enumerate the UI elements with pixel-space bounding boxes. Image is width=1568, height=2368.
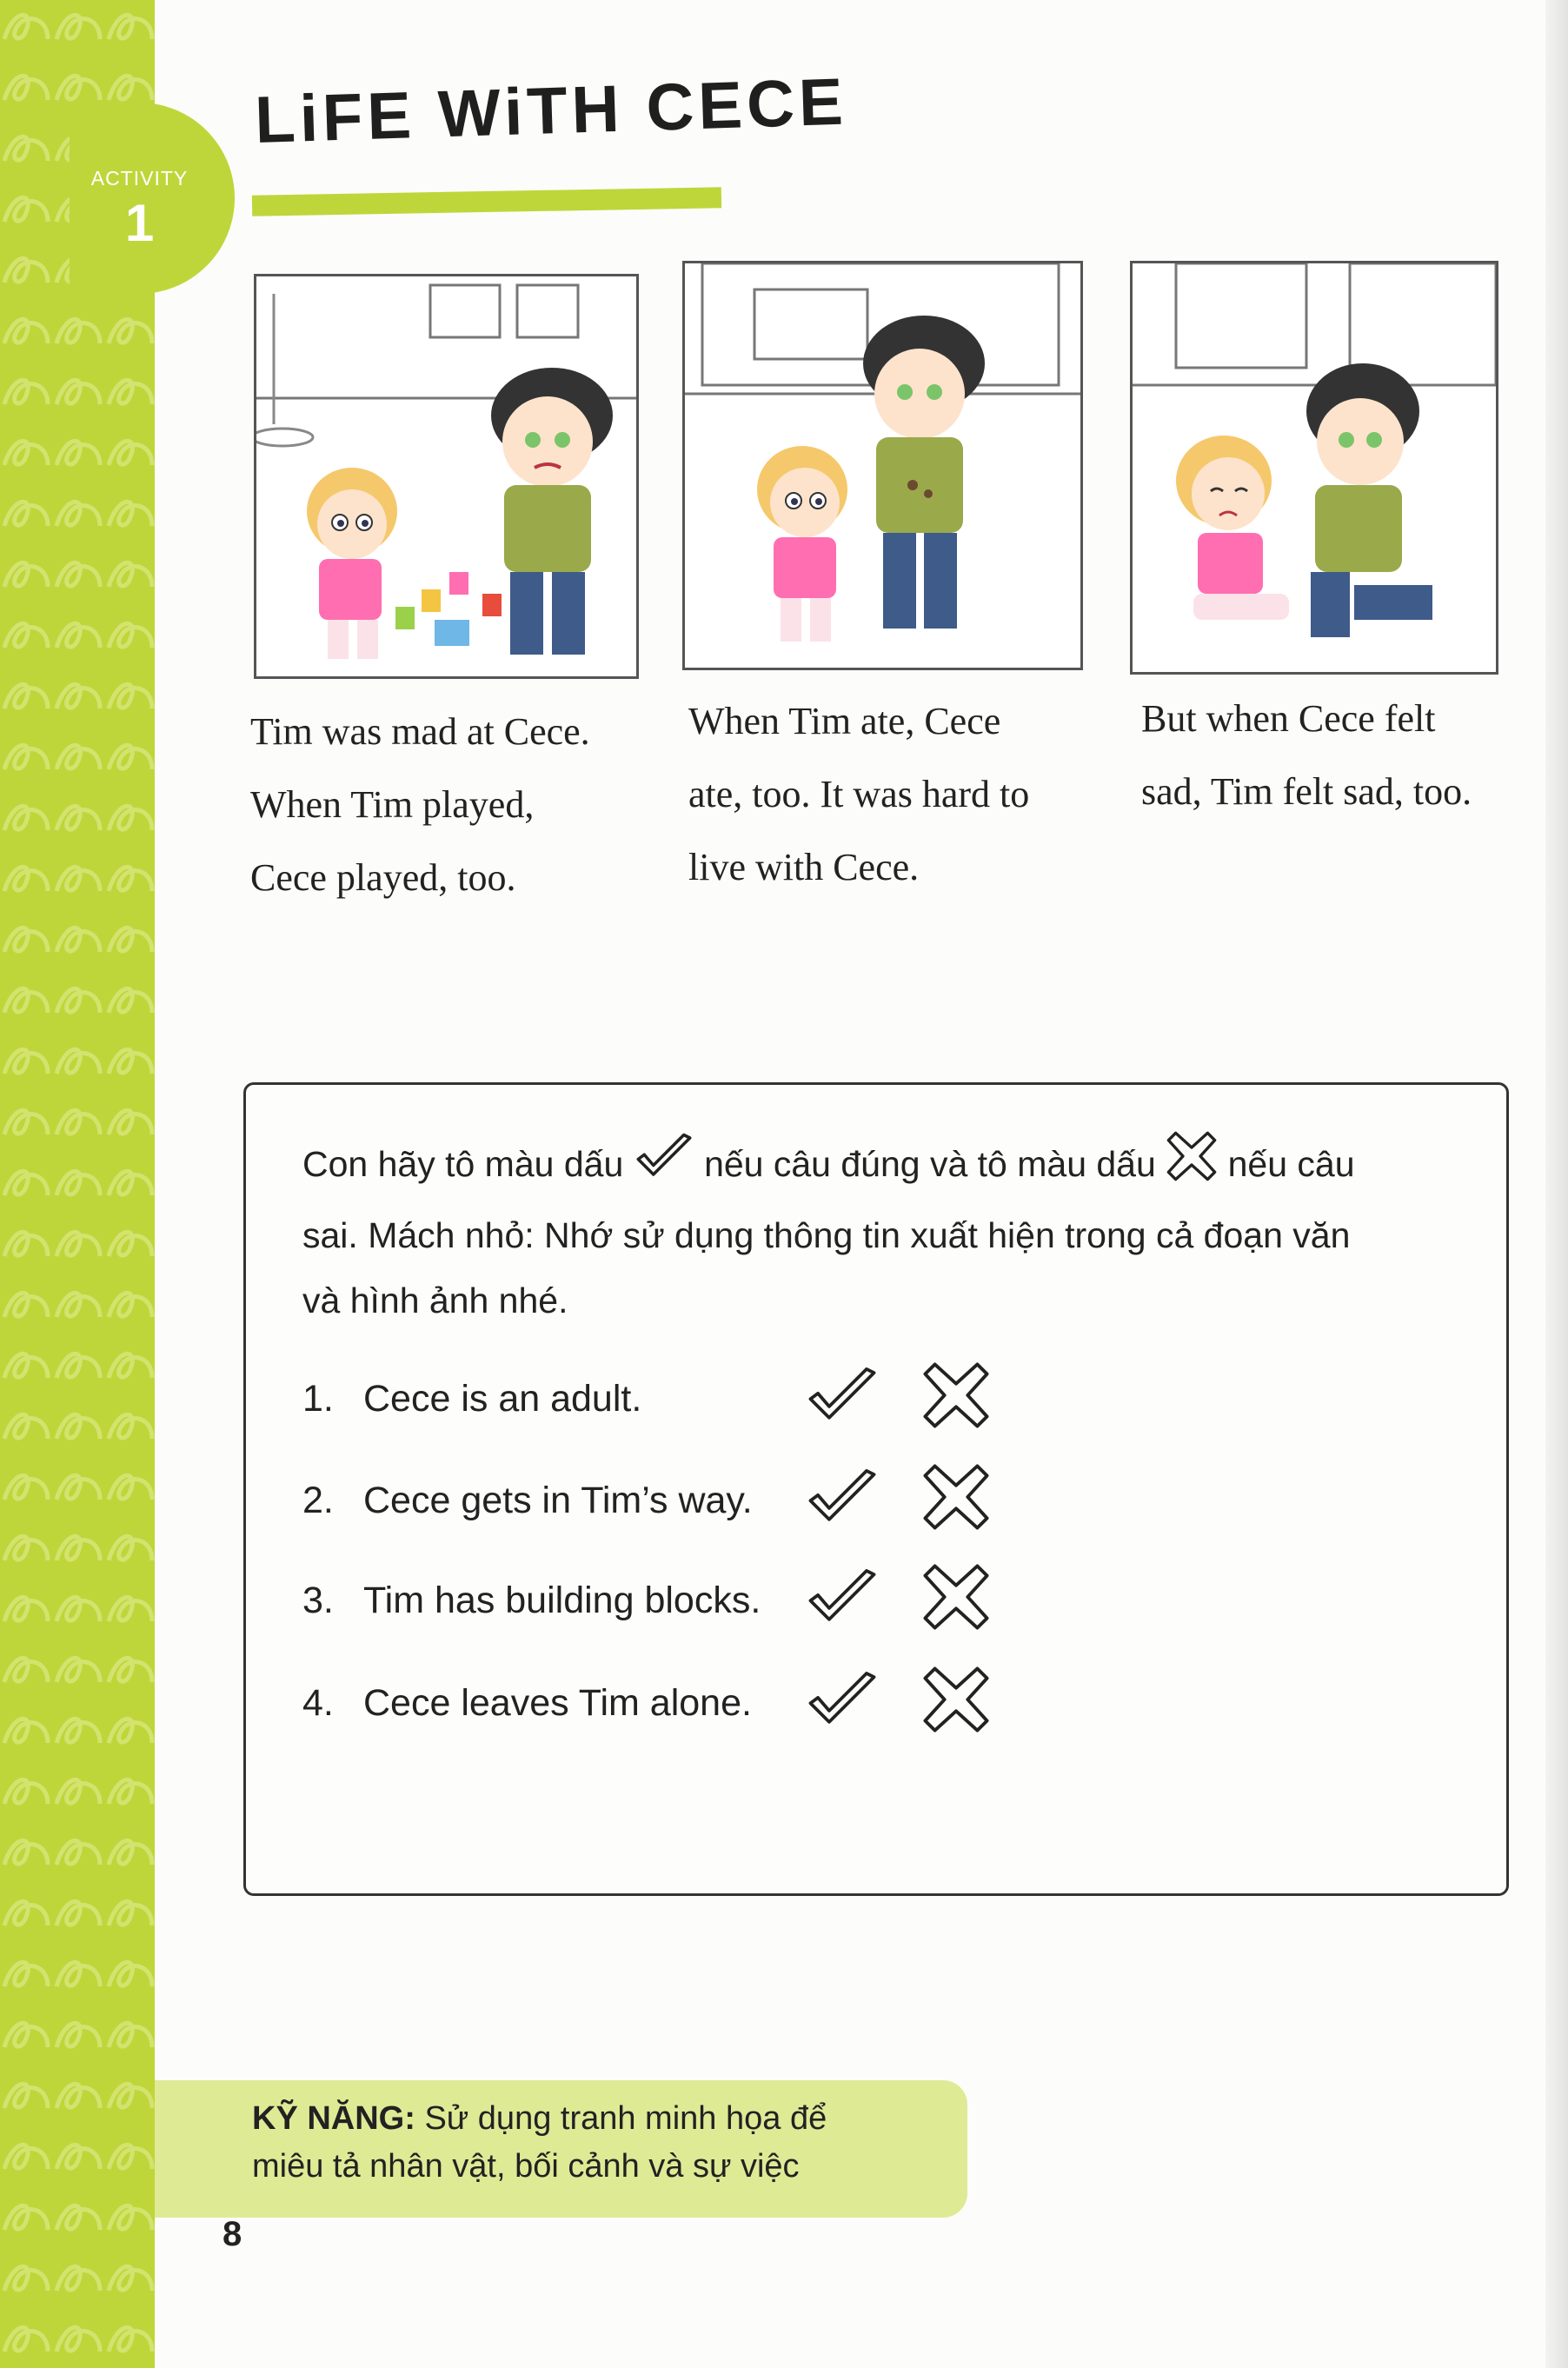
cross-icon[interactable]	[921, 1665, 991, 1744]
panel-3-illustration	[1133, 263, 1496, 672]
skill-label: KỸ NĂNG:	[252, 2100, 415, 2137]
question-text: Cece gets in Tim’s way.	[363, 1480, 753, 1521]
cross-icon[interactable]	[921, 1462, 991, 1541]
comic-panel-3	[1130, 261, 1498, 675]
question-2	[302, 1462, 998, 1540]
page-edge	[1545, 0, 1568, 2368]
page-title: LiFE WiTH CECE	[254, 64, 848, 157]
caption-line: ate, too. It was hard to	[688, 773, 1030, 815]
cross-icon	[1166, 1130, 1218, 1203]
instructions-part3: nếu câu	[1227, 1143, 1355, 1184]
check-icon[interactable]	[805, 1665, 880, 1744]
sidebar-strip	[0, 0, 155, 2368]
check-icon	[634, 1132, 694, 1201]
caption-panel-2	[688, 685, 1029, 904]
caption-panel-3	[1141, 682, 1472, 828]
caption-line: Cece played, too.	[250, 856, 516, 899]
quiz-instructions	[302, 1130, 1476, 1334]
instructions-part2: nếu câu đúng và tô màu dấu	[704, 1143, 1156, 1184]
question-number: 4.	[302, 1682, 334, 1724]
activity-label: ACTIVITY	[90, 167, 189, 190]
skill-text	[252, 2095, 947, 2191]
question-text: Cece is an adult.	[363, 1378, 642, 1420]
caption-line: When Tim ate, Cece	[688, 700, 1001, 742]
question-3	[302, 1562, 998, 1640]
comic-panel-2	[682, 261, 1083, 670]
question-number: 2.	[302, 1480, 334, 1521]
question-number: 3.	[302, 1580, 334, 1621]
panel-2-illustration	[685, 263, 1080, 668]
caption-line: sad, Tim felt sad, too.	[1141, 770, 1472, 813]
check-icon[interactable]	[805, 1360, 880, 1440]
question-number: 1.	[302, 1378, 334, 1420]
question-4	[302, 1665, 998, 1743]
question-text: Tim has building blocks.	[363, 1580, 761, 1621]
comic-panel-1	[254, 274, 639, 679]
check-icon[interactable]	[805, 1462, 880, 1541]
activity-number: 1	[124, 194, 155, 252]
instructions-part1: Con hãy tô màu dấu	[302, 1143, 624, 1184]
question-text: Cece leaves Tim alone.	[363, 1682, 752, 1724]
cross-icon[interactable]	[921, 1562, 991, 1641]
caption-line: Tim was mad at Cece.	[250, 710, 590, 753]
instructions-line3: và hình ảnh nhé.	[302, 1280, 568, 1320]
caption-line: But when Cece felt	[1141, 697, 1436, 740]
page-number: 8	[223, 2215, 243, 2253]
loop-pattern	[0, 0, 155, 2368]
skill-line2: miêu tả nhân vật, bối cảnh và sự việc	[252, 2148, 800, 2185]
question-1	[302, 1360, 998, 1439]
skill-line1: Sử dụng tranh minh họa để	[424, 2100, 827, 2137]
panel-1-illustration	[256, 276, 636, 676]
check-icon[interactable]	[805, 1562, 880, 1641]
instructions-line2: sai. Mách nhỏ: Nhớ sử dụng thông tin xuất hiện trong cả đoạn văn	[302, 1215, 1351, 1255]
caption-panel-1	[250, 695, 590, 915]
title-underline	[252, 187, 721, 216]
caption-line: live with Cece.	[688, 846, 920, 888]
cross-icon[interactable]	[921, 1360, 991, 1440]
caption-line: When Tim played,	[250, 783, 535, 826]
